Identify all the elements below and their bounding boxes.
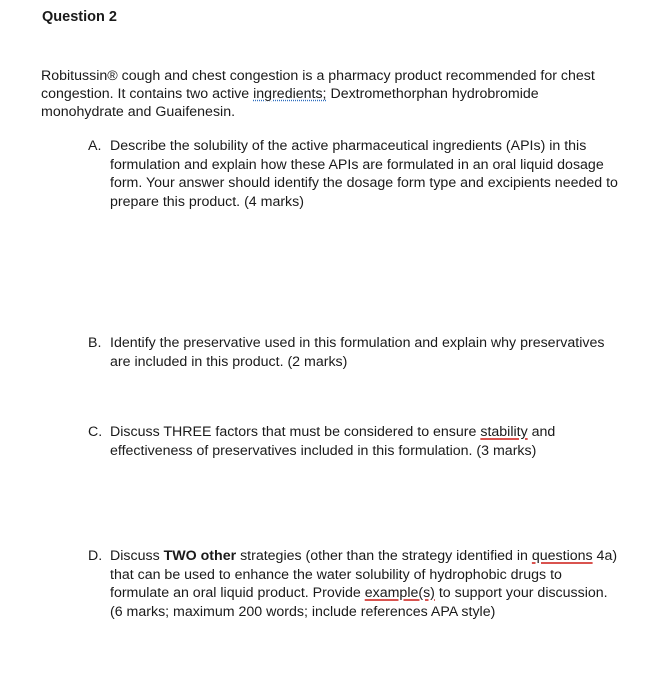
- item-text-a: Describe the solubility of the active pharmaceutical ingredients (APIs) in this formulation and explain how these APIs are formulated in an oral liquid dosage form. Your answer should identify the dosage form type and excipients needed to prepare this product. (4 marks): [110, 138, 618, 210]
- item-d-underlined-word-2: example(s): [364, 585, 435, 601]
- item-text-c: [110, 423, 618, 460]
- item-text-b: Identify the preservative used in this formulation and explain why preservatives are included in this product. (2 marks): [110, 335, 605, 370]
- question-item-b: [88, 334, 618, 371]
- item-c-text-before: Discuss THREE factors that must be considered to ensure: [110, 424, 481, 440]
- item-letter-d: D.: [88, 548, 103, 564]
- item-letter-c: C.: [88, 424, 103, 440]
- item-c-underlined-word: stability: [480, 424, 528, 440]
- item-d-text-start: Discuss: [110, 548, 164, 564]
- item-d-text-end: to support your discussion. (6 marks; maximum 200 words; include references APA style): [110, 585, 608, 620]
- item-c-text-after: and effectiveness of preservatives included in this formulation. (3 marks): [110, 424, 556, 459]
- intro-paragraph: [41, 67, 616, 121]
- item-text-d: [110, 547, 618, 621]
- item-d-bold-text: TWO other: [163, 548, 237, 564]
- question-item-c: [88, 423, 618, 460]
- question-item-d: [88, 547, 618, 621]
- item-d-underlined-word-1: questions: [531, 548, 593, 564]
- question-item-a: [88, 137, 618, 211]
- intro-text-part2: Dextromethorphan hydrobromide monohydrate and Guaifenesin.: [41, 86, 539, 120]
- item-d-text-mid2: 4a) that can be used to enhance the water solubility of hydrophobic drugs to formulate an oral liquid product. Provide: [110, 548, 618, 601]
- item-letter-a: A.: [88, 138, 102, 154]
- intro-text-part1: Robitussin® cough and chest congestion is a pharmacy product recommended for chest congestion. It contains two active: [41, 68, 595, 102]
- intro-underlined-word: ingredients;: [253, 86, 327, 102]
- question-title: Question 2: [42, 9, 117, 25]
- item-letter-b: B.: [88, 335, 102, 351]
- item-d-text-mid: strategies (other than the strategy identified in: [236, 548, 532, 564]
